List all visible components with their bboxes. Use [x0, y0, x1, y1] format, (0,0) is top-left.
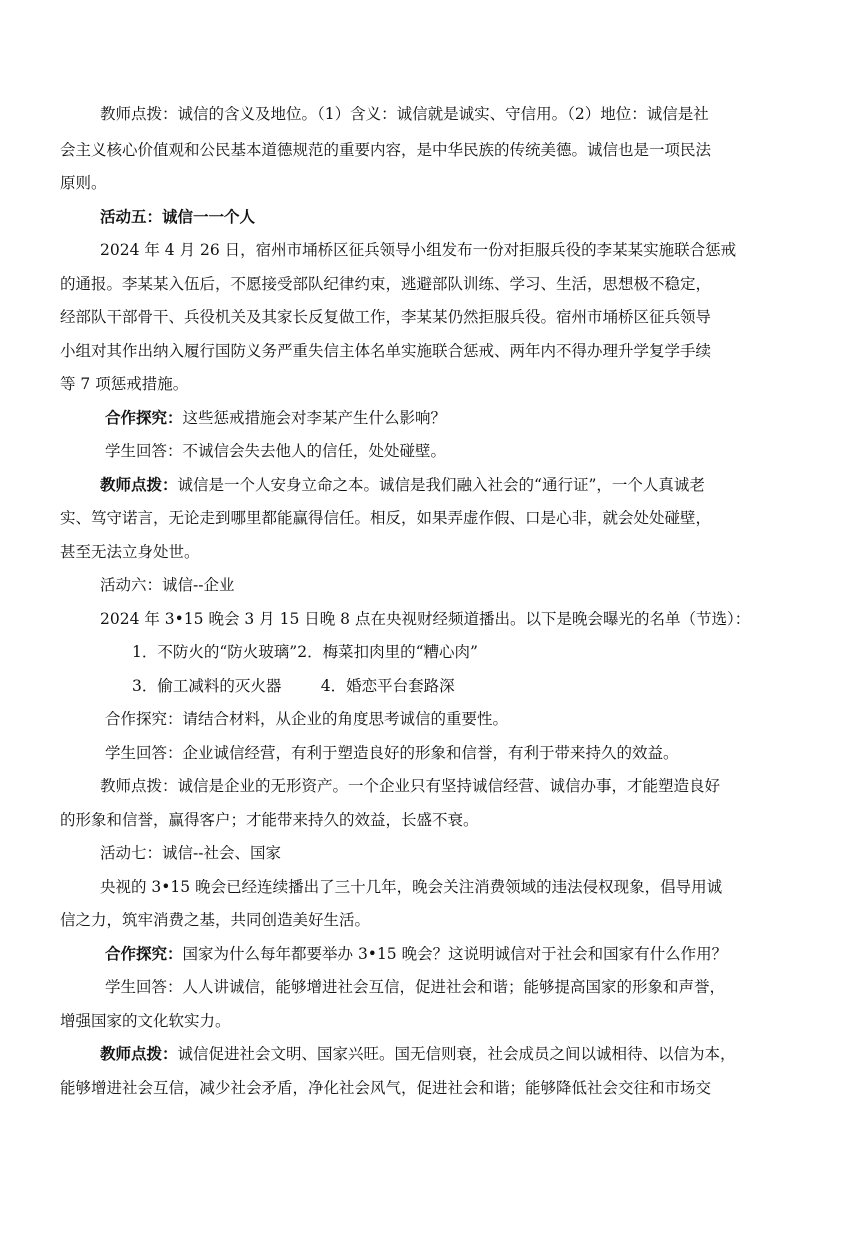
text: 诚信促进社会文明、国家兴旺。国无信则衰，社会成员之间以诚相待、以信为本， [177, 1045, 736, 1063]
paragraph-line [100, 1044, 736, 1064]
paragraph-line: 原则。 [60, 174, 107, 192]
label: 教师点拨： [100, 475, 178, 494]
text: 诚信是一个人安身立命之本。诚信是我们融入社会的“通行证”，一个人真诚老 [177, 476, 705, 494]
paragraph-line: 会主义核心价值观和公民基本道德规范的重要内容，是中华民族的传统美德。诚信也是一项民法 [60, 141, 712, 159]
paragraph-line: 等 7 项惩戒措施。 [60, 375, 189, 393]
paragraph-line [100, 475, 705, 495]
paragraph-line: 经部队干部骨干、兵役机关及其家长反复做工作，李某某仍然拒服兵役。宿州市埇桥区征兵领导 [60, 308, 712, 326]
paragraph-line: 学生回答：不诚信会失去他人的信任，处处碰壁。 [105, 442, 447, 460]
paragraph-line: 小组对其作出纳入履行国防义务严重失信主体名单实施联合惩戒、两年内不得办理升学复学手续 [60, 342, 712, 360]
paragraph-line: 信之力，筑牢消费之基，共同创造美好生活。 [60, 911, 371, 929]
paragraph-line: 实、笃守诺言，无论走到哪里都能赢得信任。相反，如果弄虚作假、口是心非，就会处处碰壁， [60, 509, 712, 527]
section-heading: 活动五：诚信一一个人 [100, 207, 256, 226]
paragraph-line: 的形象和信誉，赢得客户；才能带来持久的效益，长盛不衰。 [60, 811, 479, 829]
section-heading: 活动七：诚信--社会、国家 [100, 844, 281, 862]
label: 合作探究： [105, 408, 183, 427]
paragraph-line: 甚至无法立身处世。 [60, 543, 200, 561]
paragraph-line [105, 944, 727, 964]
label: 合作探究： [105, 944, 183, 963]
paragraph-line: 的通报。李某某入伍后，不愿接受部队纪律约束，逃避部队训练、学习、生活，思想极不稳定， [60, 275, 712, 293]
list-item: 3．偷工减料的灭火器 4．婚恋平台套路深 [132, 677, 455, 695]
text: 国家为什么每年都要举办 3•15 晚会？这说明诚信对于社会和国家有什么作用？ [182, 945, 728, 963]
paragraph-line: 能够增进社会互信，减少社会矛盾，净化社会风气，促进社会和谐；能够降低社会交往和市场交 [60, 1079, 712, 1097]
paragraph-line: 2024 年 3•15 晚会 3 月 15 日晚 8 点在央视财经频道播出。以下是晚会曝光的名单（节选）： [100, 610, 751, 628]
paragraph-line: 合作探究：请结合材料，从企业的角度思考诚信的重要性。 [105, 710, 509, 728]
paragraph-line: 增强国家的文化软实力。 [60, 1012, 231, 1030]
paragraph-line [100, 104, 709, 124]
label: 教师点拨： [100, 1044, 178, 1063]
paragraph-line: 央视的 3•15 晚会已经连续播出了三十几年，晚会关注消费领域的违法侵权现象，倡导用诚 [100, 878, 723, 896]
section-heading: 活动六：诚信--企业 [100, 576, 235, 594]
text: 诚信的含义及地位。（1）含义：诚信就是诚实、守信用。（2）地位：诚信是社 [177, 105, 709, 123]
paragraph-line: 学生回答：人人讲诚信，能够增进社会互信，促进社会和谐；能够提高国家的形象和声誉， [105, 978, 726, 996]
paragraph-line: 2024 年 4 月 26 日，宿州市埇桥区征兵领导小组发布一份对拒服兵役的李某某实施联合惩戒 [100, 241, 737, 259]
label: 教师点拨： [100, 105, 178, 123]
text: 这些惩戒措施会对李某产生什么影响？ [182, 409, 447, 427]
list-item: 1．不防火的“防火玻璃”2．梅菜扣肉里的“糟心肉” [132, 643, 478, 661]
paragraph-line [105, 408, 446, 428]
paragraph-line: 教师点拨：诚信是企业的无形资产。一个企业只有坚持诚信经营、诚信办事，才能塑造良好 [100, 777, 721, 795]
paragraph-line: 学生回答：企业诚信经营，有利于塑造良好的形象和信誉，有利于带来持久的效益。 [105, 744, 679, 762]
